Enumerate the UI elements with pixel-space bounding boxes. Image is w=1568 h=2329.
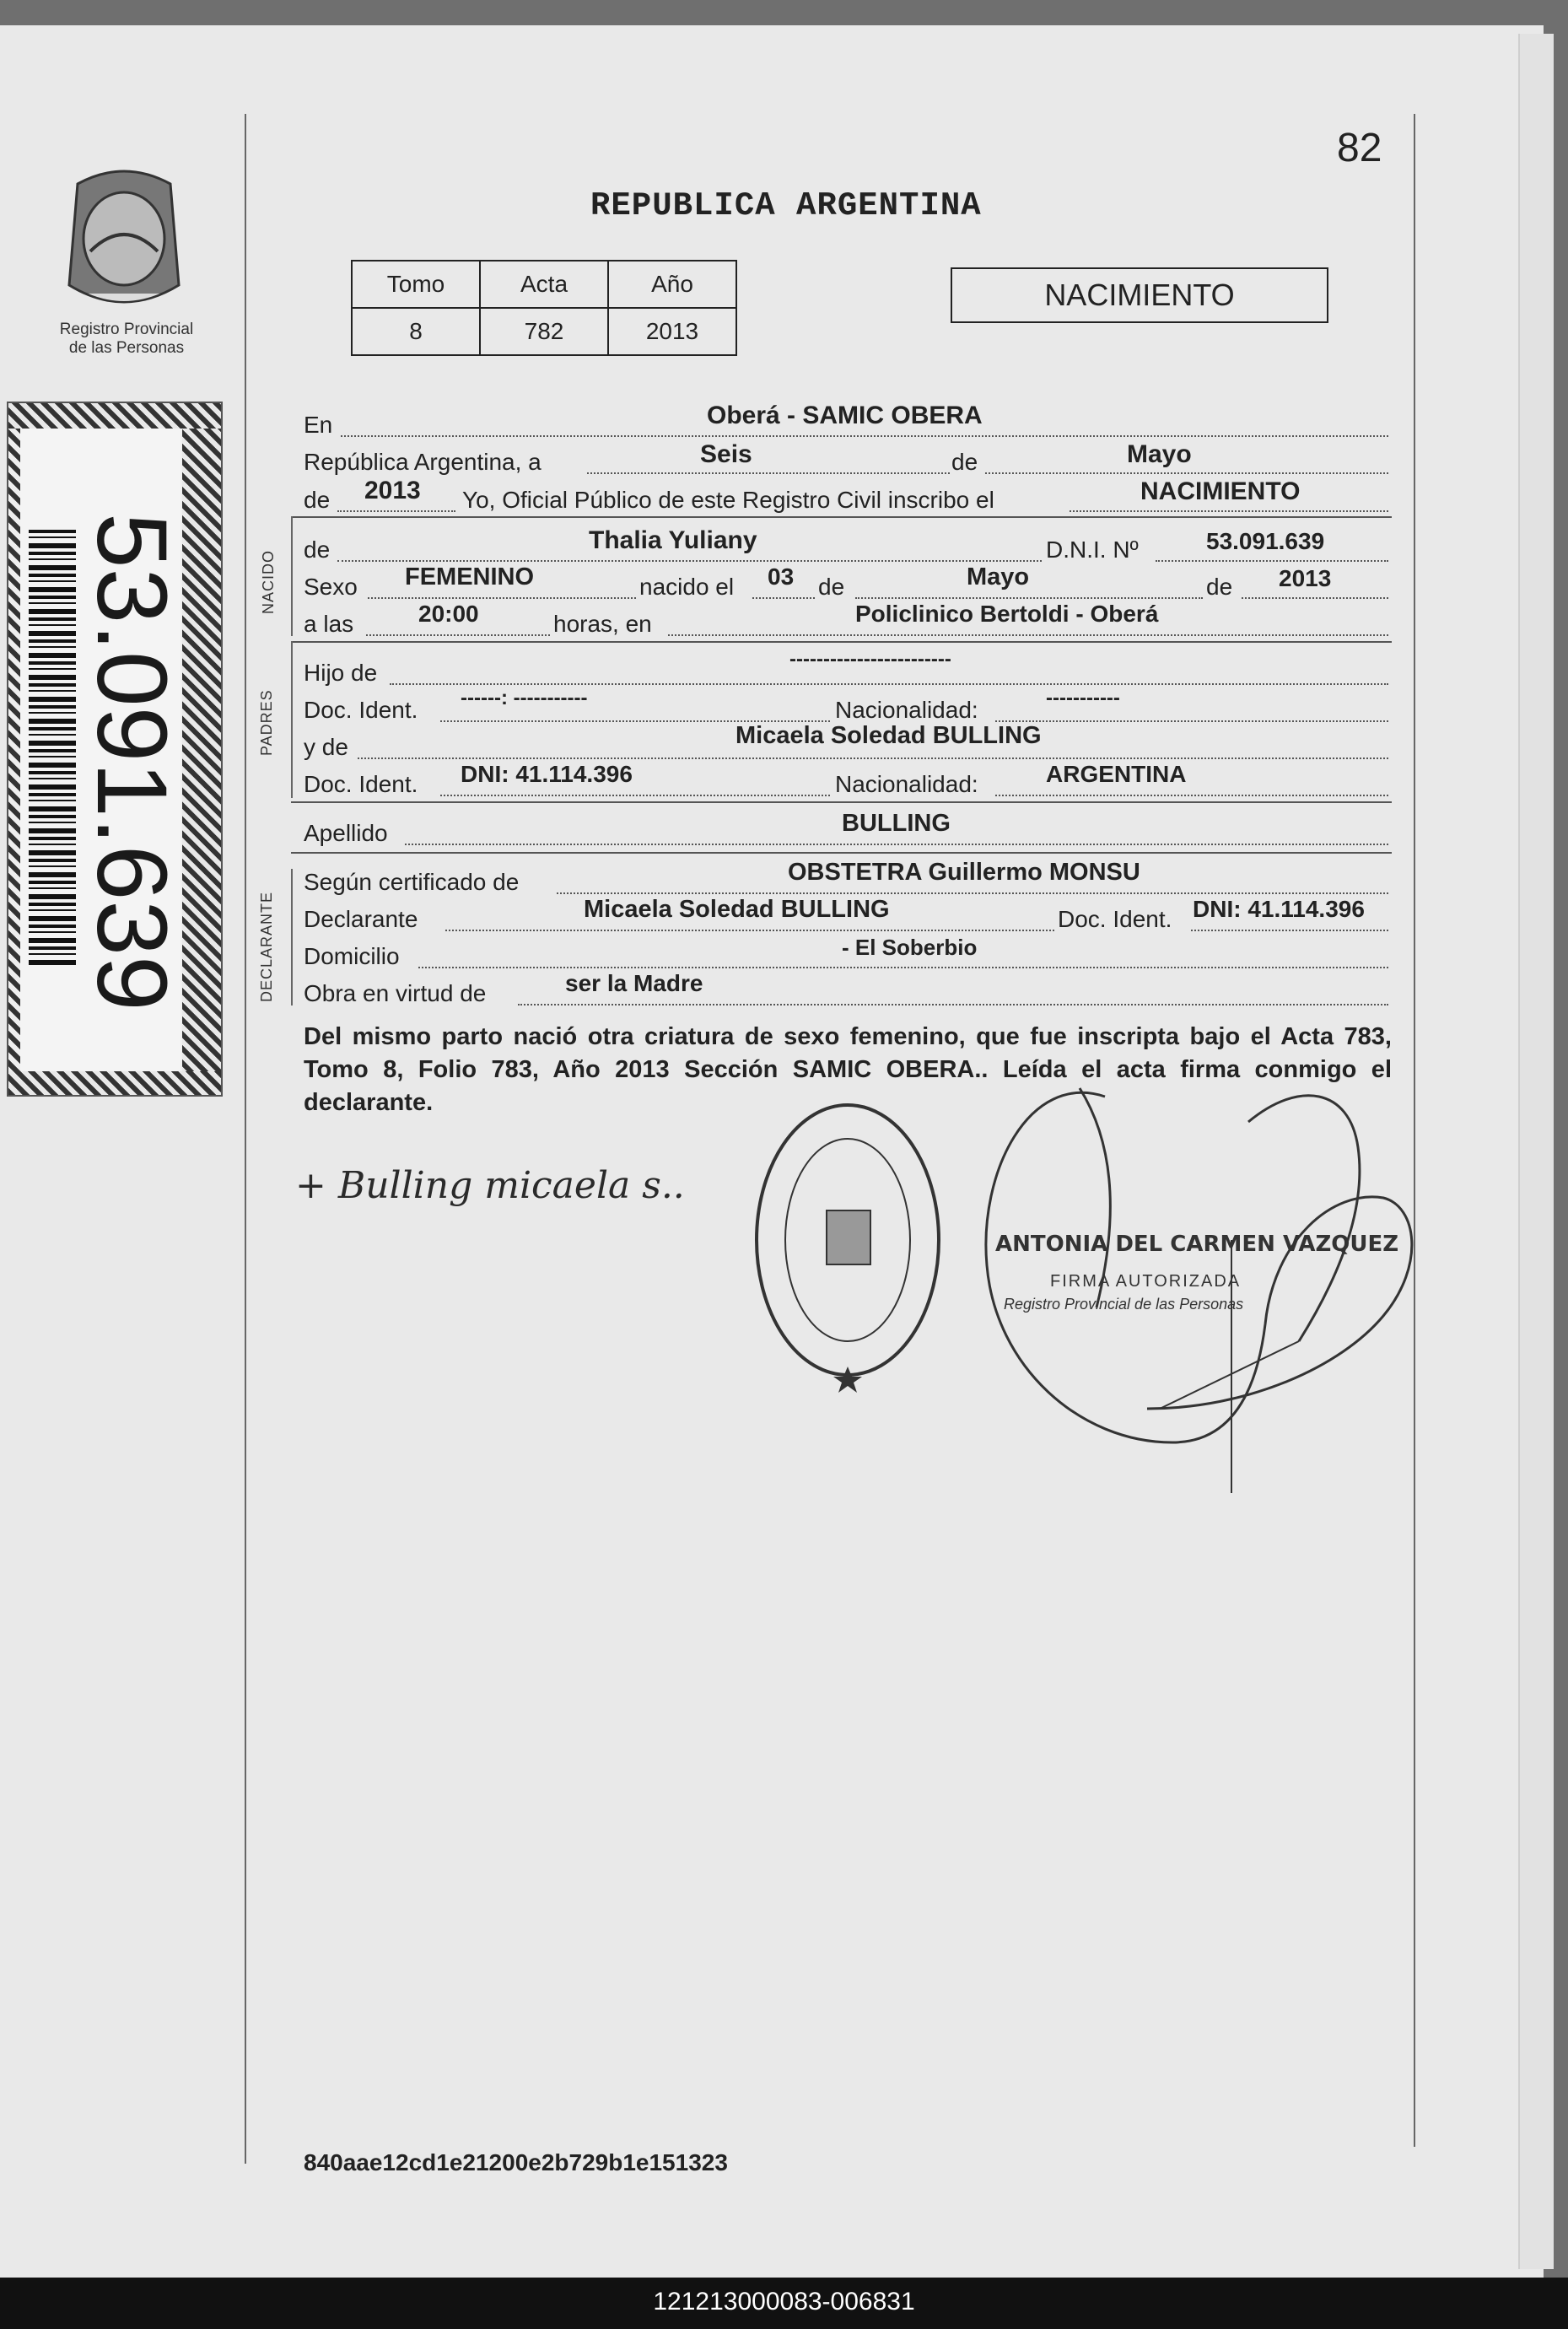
label-domicilio: Domicilio — [304, 943, 400, 969]
dots — [440, 795, 830, 796]
value-mes: Mayo — [1127, 440, 1192, 468]
dots — [985, 472, 1388, 474]
panel-border-left — [8, 403, 20, 1095]
record-table-values — [352, 308, 736, 355]
label-obra: Obra en virtud de — [304, 980, 487, 1006]
page-number: 82 — [1337, 126, 1382, 170]
value-domicilio: - El Soberbio — [842, 935, 978, 960]
dots — [368, 597, 636, 599]
value-lugar: Oberá - SAMIC OBERA — [707, 402, 983, 429]
dots — [855, 597, 1203, 599]
label-en: En — [304, 412, 333, 438]
dots — [358, 757, 1388, 759]
separator — [291, 516, 1392, 518]
dots — [418, 967, 1388, 968]
label-doc1: Doc. Ident. — [304, 697, 418, 723]
label-dni: D.N.I. Nº — [1046, 536, 1139, 563]
barcode-area — [20, 429, 187, 1071]
dots — [445, 930, 1054, 931]
label-a-las: a las — [304, 611, 354, 637]
label-horas: horas, en — [553, 611, 652, 637]
dots — [390, 683, 1388, 685]
value-anio: 2013 — [608, 308, 736, 355]
province-seal-icon — [61, 167, 187, 315]
value-obra: ser la Madre — [565, 970, 703, 996]
label-nac1: Nacionalidad: — [835, 697, 978, 723]
value-madre: Micaela Soledad BULLING — [736, 722, 1042, 749]
value-madre-doc: DNI: 41.114.396 — [461, 761, 633, 787]
label-de2: de — [304, 487, 331, 513]
footer-code: 121213000083-006831 — [653, 2288, 915, 2316]
value-nac-anio: 2013 — [1279, 565, 1332, 591]
dots — [995, 795, 1388, 796]
separator — [291, 852, 1392, 854]
value-padre-nac: ----------- — [1046, 687, 1120, 709]
value-nac-mes: Mayo — [967, 563, 1030, 590]
label-yo: Yo, Oficial Público de este Registro Civil inscribo el — [462, 487, 994, 513]
dots — [752, 597, 815, 599]
label-doc3: Doc. Ident. — [1058, 906, 1172, 932]
dots — [518, 1004, 1388, 1005]
record-table-header — [352, 261, 736, 308]
record-table — [351, 260, 737, 356]
declarant-signature: + Bulling micaela s.. — [295, 1164, 685, 1207]
label-nacido: nacido el — [639, 574, 735, 600]
value-padre-doc: ------: ----------- — [461, 687, 588, 709]
label-de: de — [951, 449, 978, 475]
dots — [1242, 597, 1388, 599]
left-margin-line — [245, 114, 246, 2164]
registry-name — [34, 321, 219, 358]
official-name: ANTONIA DEL CARMEN VAZQUEZ — [995, 1232, 1399, 1257]
value-dia: Seis — [700, 440, 752, 468]
section-bracket — [291, 641, 293, 798]
label-apellido: Apellido — [304, 820, 388, 846]
dots — [1156, 560, 1388, 562]
value-declarante-doc: DNI: 41.114.396 — [1193, 896, 1365, 922]
label-nac2: Nacionalidad: — [835, 771, 978, 797]
value-padre: ------------------------ — [789, 648, 951, 671]
label-de-dia: de — [818, 574, 845, 600]
value-sexo: FEMENINO — [405, 563, 535, 590]
panel-border-bottom — [8, 1071, 221, 1095]
dots — [995, 720, 1388, 722]
official-role: FIRMA AUTORIZADA — [1050, 1272, 1242, 1291]
value-declarante: Micaela Soledad BULLING — [584, 896, 890, 923]
registry-line-2: de las Personas — [68, 339, 185, 357]
value-acto: NACIMIENTO — [1140, 477, 1301, 505]
official-office: Registro Provincial de las Personas — [1004, 1296, 1244, 1313]
side-dni-number: 53.091.639 — [76, 513, 187, 1011]
registry-line-1: Registro Provincial — [59, 321, 194, 338]
dots — [341, 435, 1388, 437]
dots — [587, 472, 950, 474]
header-anio: Año — [608, 261, 736, 308]
value-acta: 782 — [480, 308, 608, 355]
document-title: REPUBLICA ARGENTINA — [590, 187, 982, 224]
value-nombre: Thalia Yuliany — [589, 526, 757, 554]
section-bracket — [291, 869, 293, 1005]
page-edge — [1518, 34, 1554, 2269]
label-declarante: Declarante — [304, 906, 418, 932]
dots — [337, 510, 455, 512]
dots — [337, 560, 1042, 562]
value-hora: 20:00 — [418, 601, 479, 627]
value-nac-dia: 03 — [768, 563, 795, 590]
label-y-de: y de — [304, 734, 348, 760]
dots — [668, 634, 1388, 636]
side-label-declarante: DECLARANTE — [258, 891, 275, 1002]
side-label-nacido: NACIDO — [260, 549, 277, 614]
value-tomo: 8 — [352, 308, 480, 355]
label-republica: República Argentina, a — [304, 449, 542, 475]
note-paragraph: Del mismo parto nació otra criatura de sexo femenino, que fue inscripta bajo el Acta 783, Tomo 8, Folio 783, Año 2013 Sección SAMIC OBERA.. Leída el acta firma conmigo el declarante. — [304, 1023, 1392, 1116]
header-acta: Acta — [480, 261, 608, 308]
value-madre-nac: ARGENTINA — [1046, 761, 1187, 787]
section-bracket — [291, 516, 293, 636]
separator — [291, 641, 1392, 643]
value-dni: 53.091.639 — [1206, 528, 1325, 554]
document-hash: 840aae12cd1e21200e2b729b1e151323 — [304, 2149, 728, 2175]
registry-stamp-icon — [742, 1084, 987, 1404]
label-segun: Según certificado de — [304, 869, 520, 895]
dots — [366, 634, 550, 636]
separator — [291, 801, 1392, 803]
barcode-icon — [29, 530, 76, 968]
dots — [1191, 930, 1388, 931]
value-apellido: BULLING — [842, 810, 951, 837]
side-label-padres: PADRES — [258, 689, 275, 756]
value-lugar-nac: Policlinico Bertoldi - Oberá — [855, 601, 1159, 627]
barcode-panel — [7, 402, 223, 1097]
label-de-anio: de — [1206, 574, 1233, 600]
dots — [1070, 510, 1388, 512]
label-de-nombre: de — [304, 536, 331, 563]
header-tomo: Tomo — [352, 261, 480, 308]
label-sexo: Sexo — [304, 574, 358, 600]
label-doc2: Doc. Ident. — [304, 771, 418, 797]
record-type-box: NACIMIENTO — [951, 267, 1328, 323]
value-certificado: OBSTETRA Guillermo MONSU — [788, 859, 1140, 886]
panel-border-top — [8, 403, 221, 429]
dots — [557, 892, 1388, 894]
label-hijo: Hijo de — [304, 660, 378, 686]
dots — [405, 844, 1388, 845]
value-anio: 2013 — [364, 477, 421, 504]
